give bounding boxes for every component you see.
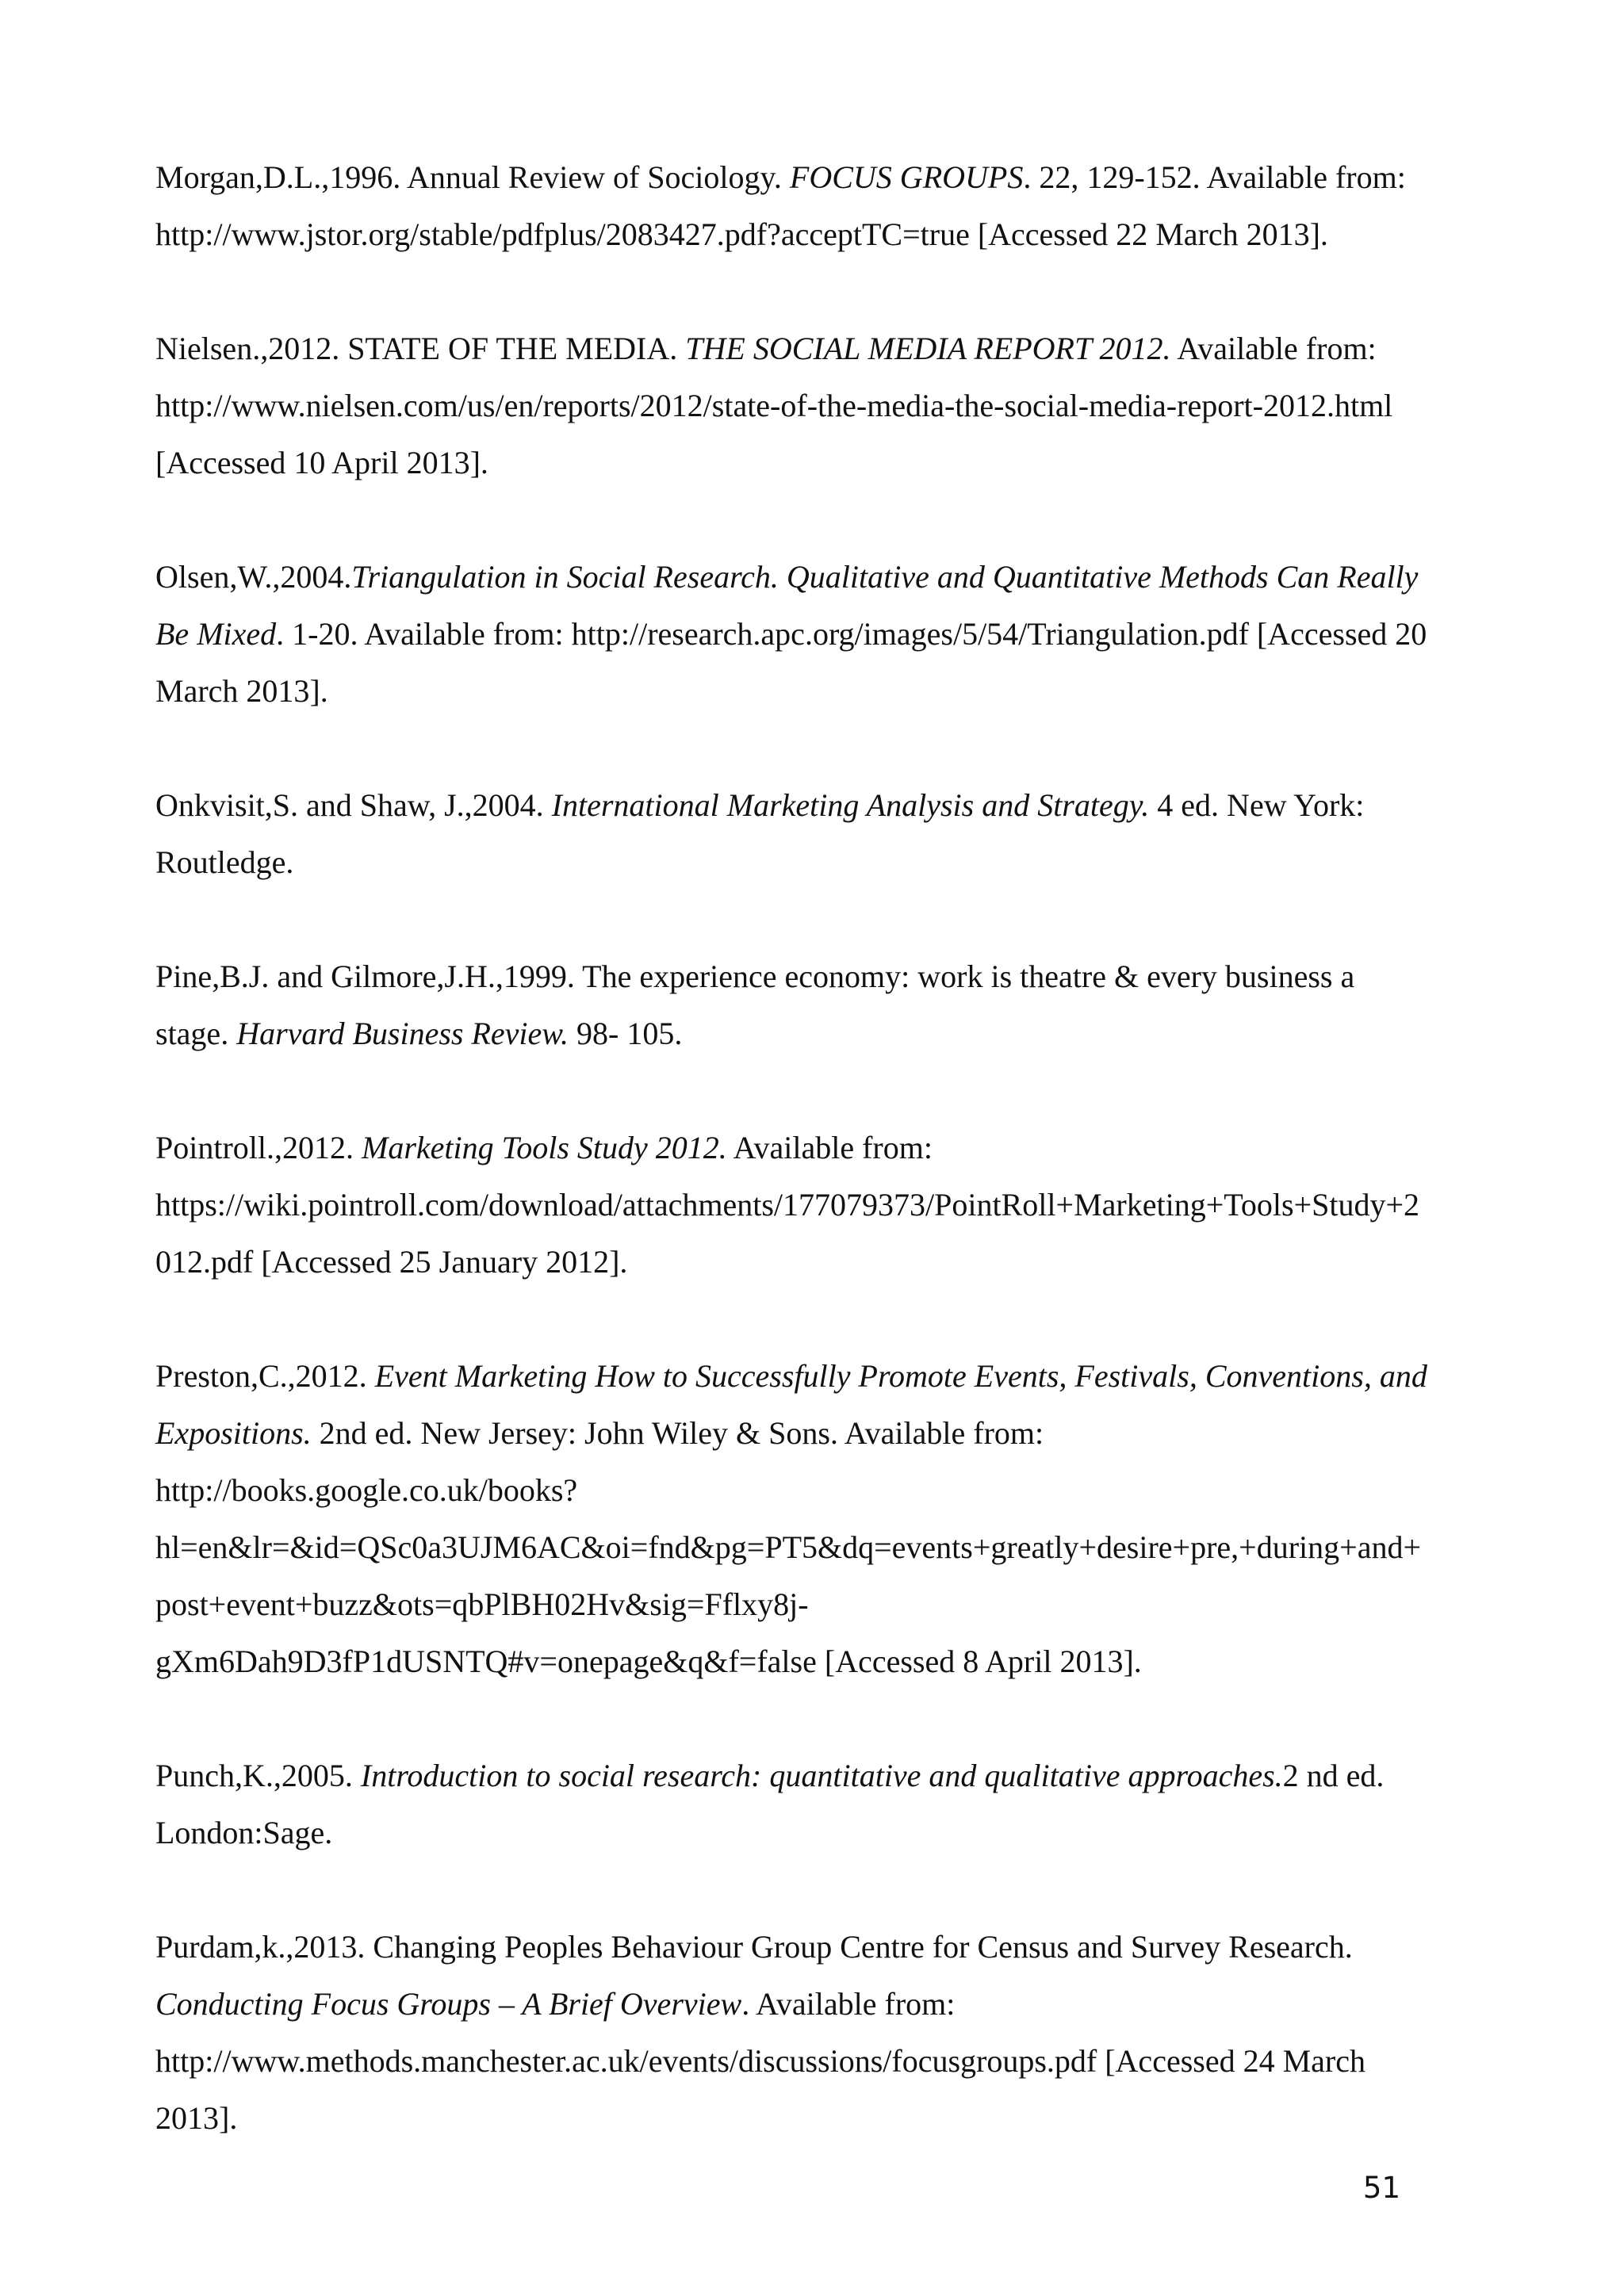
reference-text: 2 nd ed. London:Sage. [155,1758,1385,1850]
reference-italic-text: Introduction to social research: quantitative and qualitative approaches. [360,1758,1283,1793]
reference-text: Pointroll.,2012. [155,1130,362,1165]
reference-text: Onkvisit,S. and Shaw, J.,2004. [155,787,552,823]
reference-text: 2nd ed. New Jersey: John Wiley & Sons. Available from: http://books.google.co.uk/books?hl=en&lr=&id=QSc0a3UJM6AC&oi=fnd&pg=PT5&dq=events+greatly+desire+pre,+during+and+post+event+buzz&ots=qbPlBH02Hv&sig=Fflxy8j-gXm6Dah9D3fP1dUSNTQ#v=onepage&q&f=false [Accessed 8 April 2013]. [155,1415,1422,1679]
reference-text: . 1-20. Available from: http://research.apc.org/images/5/54/Triangulation.pdf [Accessed 20 March 2013]. [155,616,1427,709]
reference-text: . Available from: http://www.methods.manchester.ac.uk/events/discussions/focusgroups.pdf [Accessed 24 March 2013]. [155,1986,1365,2136]
reference-italic-text: Conducting Focus Groups – A Brief Overview [155,1986,742,2022]
reference-text: Pine,B.J. and Gilmore,J.H.,1999. The experience economy: work is theatre & every business a stage. [155,959,1355,1051]
reference-entry [155,1747,1432,1862]
reference-text: Punch,K.,2005. [155,1758,361,1793]
reference-text: Available from: https://wiki.pointroll.com/download/attachments/177079373/PointRoll+Marketing+Tools+Study+2012.pdf [Accessed 25 January 2012]. [155,1130,1420,1280]
reference-italic-text: Triangulation in Social Research. Qualitative and Quantitative Methods Can Really Be Mixed [155,559,1419,652]
reference-entry [155,1119,1432,1291]
reference-entry [155,149,1432,263]
reference-entry [155,948,1432,1062]
reference-italic-text: International Marketing Analysis and Strategy. [551,787,1150,823]
reference-entry [155,777,1432,891]
reference-text: Morgan,D.L.,1996. Annual Review of Sociology. [155,159,790,195]
reference-text: . 22, 129-152. Available from: http://www.jstor.org/stable/pdfplus/2083427.pdf?acceptTC=true [Accessed 22 March 2013]. [155,159,1406,252]
reference-text: Purdam,k.,2013. Changing Peoples Behaviour Group Centre for Census and Survey Research. [155,1929,1353,1965]
reference-italic-text: FOCUS GROUPS [789,159,1024,195]
page-number: 51 [1362,2171,1400,2205]
reference-italic-text: Event Marketing How to Successfully Promote Events, Festivals, Conventions, and Expositions. [155,1358,1427,1451]
reference-entry [155,1348,1432,1690]
reference-text: 4 ed. New York: Routledge. [155,787,1365,880]
reference-text: Available from: http://www.nielsen.com/us/en/reports/2012/state-of-the-media-the-social-media-report-2012.html [Accessed 10 April 2013]. [155,331,1393,480]
reference-entry [155,320,1432,492]
reference-entry [155,549,1432,720]
reference-text: Preston,C.,2012. [155,1358,375,1394]
reference-text: Olsen,W.,2004. [155,559,352,595]
reference-italic-text: Harvard Business Review. [236,1016,569,1051]
reference-entry [155,1919,1432,2147]
reference-list [155,149,1432,2147]
reference-text: 98- 105. [569,1016,683,1051]
reference-italic-text: THE SOCIAL MEDIA REPORT 2012. [685,331,1171,366]
reference-italic-text: Marketing Tools Study 2012. [362,1130,727,1165]
reference-text: Nielsen.,2012. STATE OF THE MEDIA. [155,331,686,366]
